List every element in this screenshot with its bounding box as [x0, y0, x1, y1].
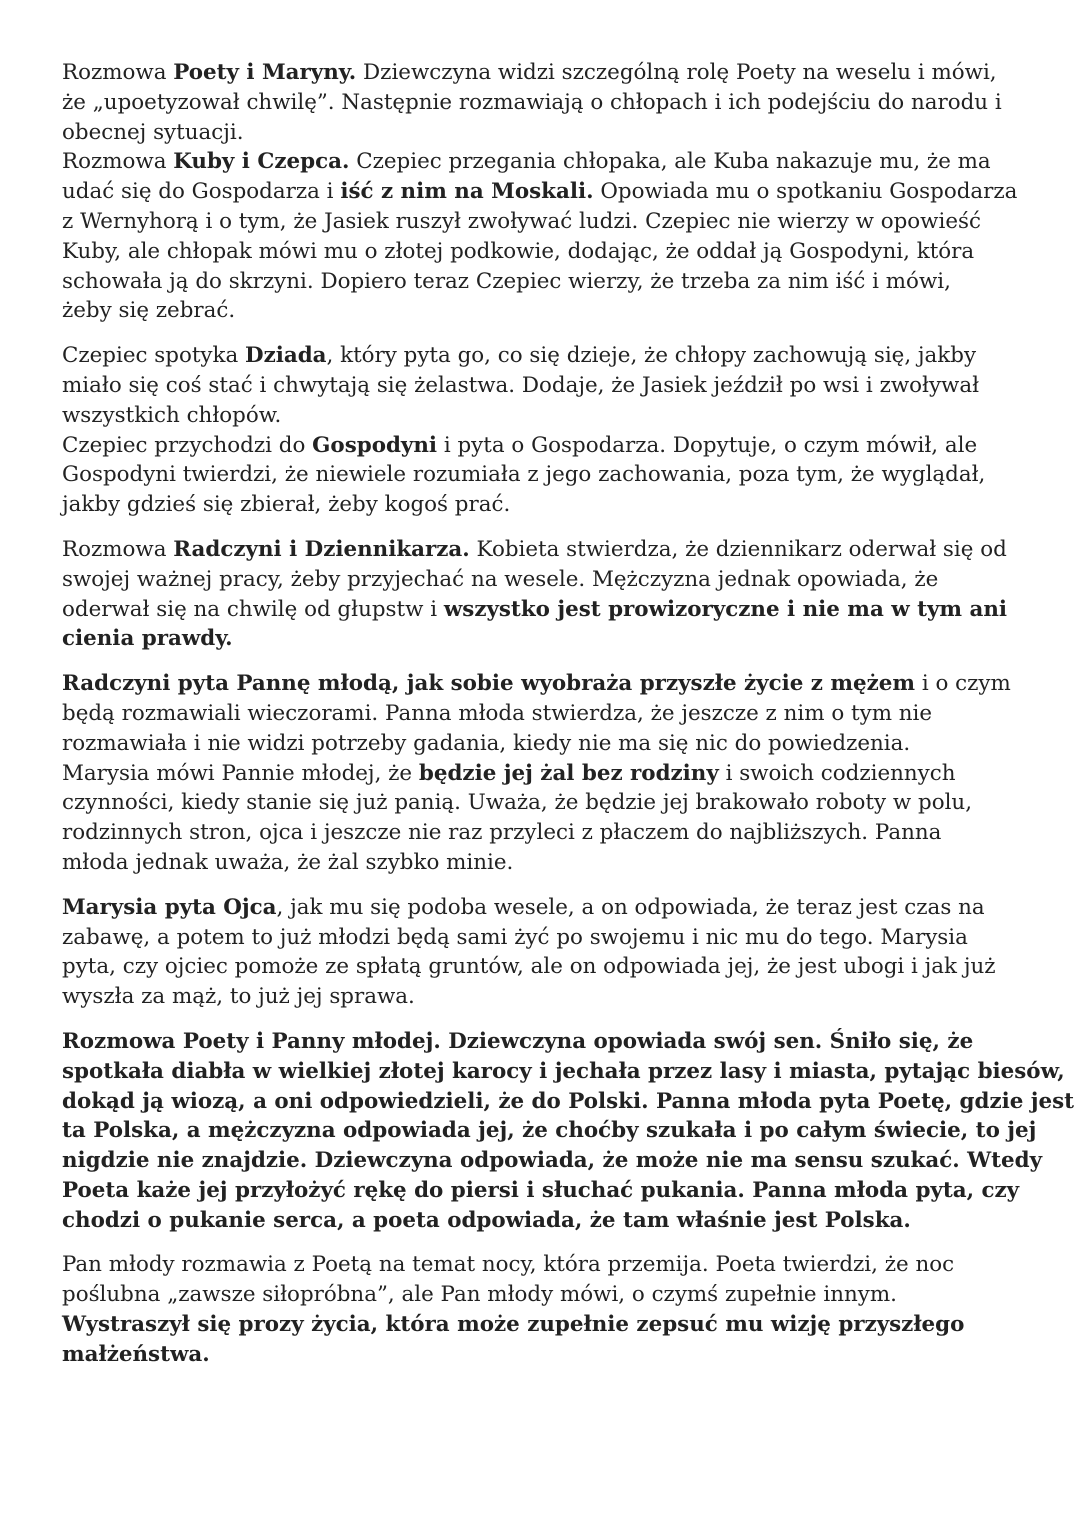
text-line [62, 401, 1022, 431]
text-line [62, 237, 1022, 267]
bold-text: dokąd ją wiozą, a oni odpowiedzieli, że do Polski. Panna młoda pyta Poetę, gdzie jest [62, 1088, 1075, 1114]
text-line [62, 848, 1022, 878]
text: , jak mu się podoba wesele, a on odpowiada, że teraz jest czas na [276, 894, 985, 920]
text-line [62, 952, 1022, 982]
text-line [62, 818, 1022, 848]
text: Czepiec spotyka [62, 343, 246, 369]
text: jakby gdzieś się zbierał, żeby kogoś prać. [62, 492, 511, 518]
text-line [62, 431, 1022, 461]
text-line [62, 1176, 1022, 1206]
text: Rozmowa [62, 536, 174, 562]
bold-text: będzie jej żal bez rodziny [418, 760, 719, 786]
text: rozmawiała i nie widzi potrzeby gadania, kiedy nie ma się nic do powiedzenia. [62, 730, 911, 756]
bold-text: Marysia pyta Ojca [62, 894, 277, 920]
text-line [62, 1280, 1022, 1310]
text-line [62, 1027, 1022, 1057]
bold-text: Poeta każe jej przyłożyć rękę do piersi i słuchać pukania. Panna młoda pyta, czy [62, 1177, 1020, 1203]
bold-text: Wystraszył się prozy życia, która może zupełnie zepsuć mu wizję przyszłego [62, 1312, 965, 1338]
text-line [62, 1206, 1022, 1236]
text-line [62, 729, 1022, 759]
text: żeby się zebrać. [62, 298, 236, 324]
text-line [62, 1310, 1022, 1340]
paragraph [62, 535, 1022, 654]
text-line [62, 490, 1022, 520]
text-line [62, 565, 1022, 595]
text-line [62, 893, 1022, 923]
text: obecnej sytuacji. [62, 119, 244, 145]
bold-text: iść z nim na Moskali. [340, 179, 594, 205]
text-line [62, 535, 1022, 565]
text: miało się coś stać i chwytają się żelastwa. Dodaje, że Jasiek jeździł po wsi i zwoływał [62, 372, 980, 398]
bold-text: Radczyni pyta Pannę młodą, jak sobie wyobraża przyszłe życie z mężem [62, 671, 916, 697]
text: Kuby, ale chłopak mówi mu o złotej podkowie, dodając, że oddał ją Gospodyni, która [62, 238, 975, 264]
bold-text: ta Polska, a mężczyzna odpowiada jej, że choćby szukała i po całym świecie, to jej [62, 1118, 1037, 1144]
paragraph [62, 1027, 1075, 1236]
text-line [62, 1250, 1022, 1280]
text: poślubna „zawsze siłopróbna”, ale Pan młody mówi, o czymś zupełnie innym. [62, 1282, 897, 1308]
bold-text: Poety i Maryny. [173, 60, 357, 85]
text-line [62, 88, 1022, 118]
text: z Wernyhorą i o tym, że Jasiek ruszył zwoływać ludzi. Czepiec nie wierzy w opowieść [62, 208, 981, 234]
text-line [62, 759, 1022, 789]
bold-text: chodzi o pukanie serca, a poeta odpowiada, że tam właśnie jest Polska. [62, 1207, 911, 1233]
text-line [62, 147, 1022, 177]
text: Marysia mówi Pannie młodej, że [62, 760, 419, 786]
paragraph [62, 341, 1022, 520]
text-line [62, 1146, 1043, 1176]
bold-text: małżeństwa. [62, 1341, 210, 1367]
text: i swoich codziennych [718, 760, 956, 786]
text-line [62, 177, 1022, 207]
text: że „upoetyzował chwilę”. Następnie rozmawiają o chłopach i ich podejściu do narodu i [62, 89, 1002, 115]
bold-text: wszystko jest prowizoryczne i nie ma w tym ani [443, 596, 1008, 622]
bold-text: nigdzie nie znajdzie. Dziewczyna odpowiada, że może nie ma sensu szukać. Wtedy [62, 1148, 1043, 1174]
text-line [62, 1116, 1037, 1146]
text-line [62, 58, 1022, 88]
text-line [62, 207, 1022, 237]
text: i o czym [915, 671, 1011, 697]
bold-text: spotkała diabła w wielkiej złotej karocy i jechała przez lasy i miasta, pytając biesów, [62, 1058, 1065, 1084]
text: Opowiada mu o spotkaniu Gospodarza [593, 179, 1018, 205]
text: Kobieta stwierdza, że dziennikarz oderwał się od [469, 536, 1007, 562]
text: Dziewczyna widzi szczególną rolę Poety na weselu i mówi, [356, 60, 997, 85]
text: Czepiec przegania chłopaka, ale Kuba nakazuje mu, że ma [349, 149, 991, 175]
text: wszystkich chłopów. [62, 402, 282, 428]
text-line [62, 595, 1022, 625]
bold-text: Gospodyni [312, 432, 438, 458]
text-line [62, 296, 1022, 326]
bold-text: Kuby i Czepca. [173, 149, 350, 175]
text-line [62, 267, 1022, 297]
text-line [62, 1057, 1065, 1087]
text: oderwał się na chwilę od głupstw i [62, 596, 444, 622]
paragraph [62, 1250, 1022, 1369]
text: schowała ją do skrzyni. Dopiero teraz Czepiec wierzy, że trzeba za nim iść i mówi, [62, 268, 951, 294]
text: i pyta o Gospodarza. Dopytuje, o czym mówił, ale [437, 432, 978, 458]
text: swojej ważnej pracy, żeby przyjechać na wesele. Mężczyzna jednak opowiada, że [62, 566, 939, 592]
text: wyszła za mąż, to już jej sprawa. [62, 984, 415, 1010]
text: Rozmowa [62, 60, 174, 85]
text: rodzinnych stron, ojca i jeszcze nie raz przyleci z płaczem do najbliższych. Panna [62, 820, 942, 846]
text: Pan młody rozmawia z Poetą na temat nocy, która przemija. Poeta twierdzi, że noc [62, 1252, 955, 1278]
paragraph [62, 669, 1022, 878]
text-line [62, 788, 1022, 818]
paragraph [62, 893, 1022, 1012]
bold-text: Dziada [245, 343, 327, 369]
text: czynności, kiedy stanie się już panią. Uważa, że będzie jej brakowało roboty w polu, [62, 790, 972, 816]
text: Gospodyni twierdzi, że niewiele rozumiała z jego zachowania, poza tym, że wyglądał, [62, 462, 986, 488]
text: Czepiec przychodzi do [62, 432, 313, 458]
text: młoda jednak uważa, że żal szybko minie. [62, 849, 514, 875]
text-line [62, 699, 1022, 729]
bold-text: Radczyni i Dziennikarza. [173, 536, 470, 562]
bold-text: Rozmowa Poety i Panny młodej. Dziewczyna opowiada swój sen. Śniło się, że [62, 1028, 974, 1054]
document-page [62, 58, 1075, 1385]
text-line [62, 624, 1022, 654]
text-line [62, 341, 1022, 371]
bold-text: cienia prawdy. [62, 626, 233, 652]
text-line [62, 118, 1022, 148]
text: pyta, czy ojciec pomoże ze spłatą gruntów, ale on odpowiada jej, że jest ubogi i jak już [62, 954, 996, 980]
text: udać się do Gospodarza i [62, 179, 341, 205]
text-line [62, 1340, 1022, 1370]
text-line [62, 1087, 1075, 1117]
text: zabawę, a potem to już młodzi będą sami żyć po swojemu i nic mu do tego. Marysia [62, 924, 968, 950]
text-line [62, 460, 1022, 490]
text-line [62, 669, 1022, 699]
text: będą rozmawiali wieczorami. Panna młoda stwierdza, że jeszcze z nim o tym nie [62, 700, 933, 726]
text-line [62, 371, 1022, 401]
text: Rozmowa [62, 149, 174, 175]
paragraph [62, 58, 1022, 326]
text: , który pyta go, co się dzieje, że chłopy zachowują się, jakby [326, 343, 977, 369]
text-line [62, 923, 1022, 953]
text-line [62, 982, 1022, 1012]
